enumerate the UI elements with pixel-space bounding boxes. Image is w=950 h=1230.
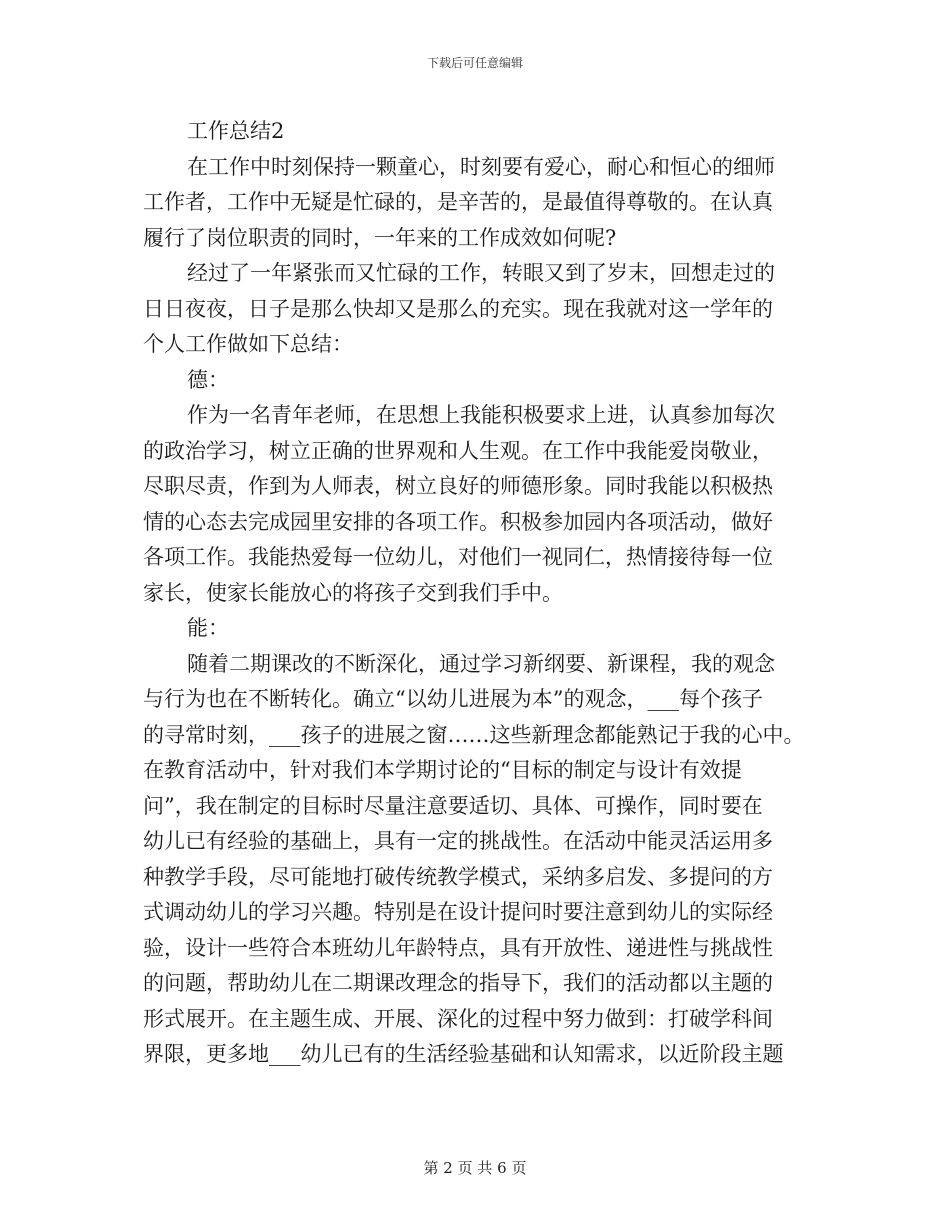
text-line: 界限，更多地___幼儿已有的生活经验基础和认知需求，以近阶段主题 [143,1042,784,1066]
paragraph [143,647,815,1073]
page-header: 下载后可任意编辑 [426,56,523,70]
text-line: 履行了岗位职责的同时，一年来的工作成效如何呢? [143,225,617,250]
text-line: 的寻常时刻，___孩子的进展之窗……这些新理念都能熟记于我的心中。 [143,722,805,747]
text-line: 随着二期课改的不断深化，通过学习新纲要、新课程，我的观念 [187,651,775,676]
text-line: 情的心态去完成园里安排的各项工作。积极参加园内各项活动，做好 [143,509,773,534]
text-line: 作为一名青年老师，在思想上我能积极要求上进，认真参加每次 [187,403,775,427]
text-line: 在教育活动中，针对我们本学期讨论的“目标的制定与设计有效提 [143,758,742,782]
section-heading [143,363,815,399]
section-heading [143,611,815,647]
text-line: 个人工作做如下总结： [143,332,353,356]
text-line: 尽职尽责，作到为人师表，树立良好的师德形象。同时我能以积极热 [143,474,773,498]
page-footer: 第 2 页 共 6 页 [423,1159,527,1177]
text-line: 式调动幼儿的学习兴趣。特别是在设计提问时要注意到幼儿的实际经 [143,900,773,924]
text-line: 工作总结2 [187,119,285,143]
section-title [143,114,815,150]
text-line: 工作者，工作中无疑是忙碌的，是辛苦的，是最值得尊敬的。在认真 [143,190,773,214]
text-line: 形式展开。在主题生成、开展、深化的过程中努力做到：打破学科间 [143,1006,773,1031]
text-line: 能： [187,616,229,640]
text-line: 日日夜夜，日子是那么快却又是那么的充实。现在我就对这一学年的 [143,296,773,321]
text-line: 德： [187,367,229,392]
paragraph [143,150,815,257]
text-line: 与行为也在不断转化。确立“以幼儿进展为本”的观念，___每个孩子 [143,687,763,711]
text-line: 经过了一年紧张而又忙碌的工作，转眼又到了岁末，回想走过的 [187,261,775,285]
paragraph [143,256,815,363]
text-line: 种教学手段，尽可能地打破传统教学模式，采纳多启发、多提问的方 [143,864,773,889]
text-line: 在工作中时刻保持一颗童心，时刻要有爱心，耐心和恒心的细师 [187,154,775,179]
text-line: 幼儿已有经验的基础上，具有一定的挑战性。在活动中能灵活运用多 [143,829,773,853]
document-body [143,114,815,1073]
text-line: 验，设计一些符合本班幼儿年龄特点，具有开放性、递进性与挑战性 [143,935,773,960]
text-line: 的政治学习，树立正确的世界观和人生观。在工作中我能爱岗敬业， [143,438,773,463]
text-line: 各项工作。我能热爱每一位幼儿，对他们一视同仁，热情接待每一位 [143,545,773,569]
text-line: 问”，我在制定的目标时尽量注意要适切、具体、可操作，同时要在 [143,793,763,818]
text-line: 家长，使家长能放心的将孩子交到我们手中。 [143,580,563,605]
text-line: 的问题，帮助幼儿在二期课改理念的指导下，我们的活动都以主题的 [143,971,773,995]
paragraph [143,398,815,611]
